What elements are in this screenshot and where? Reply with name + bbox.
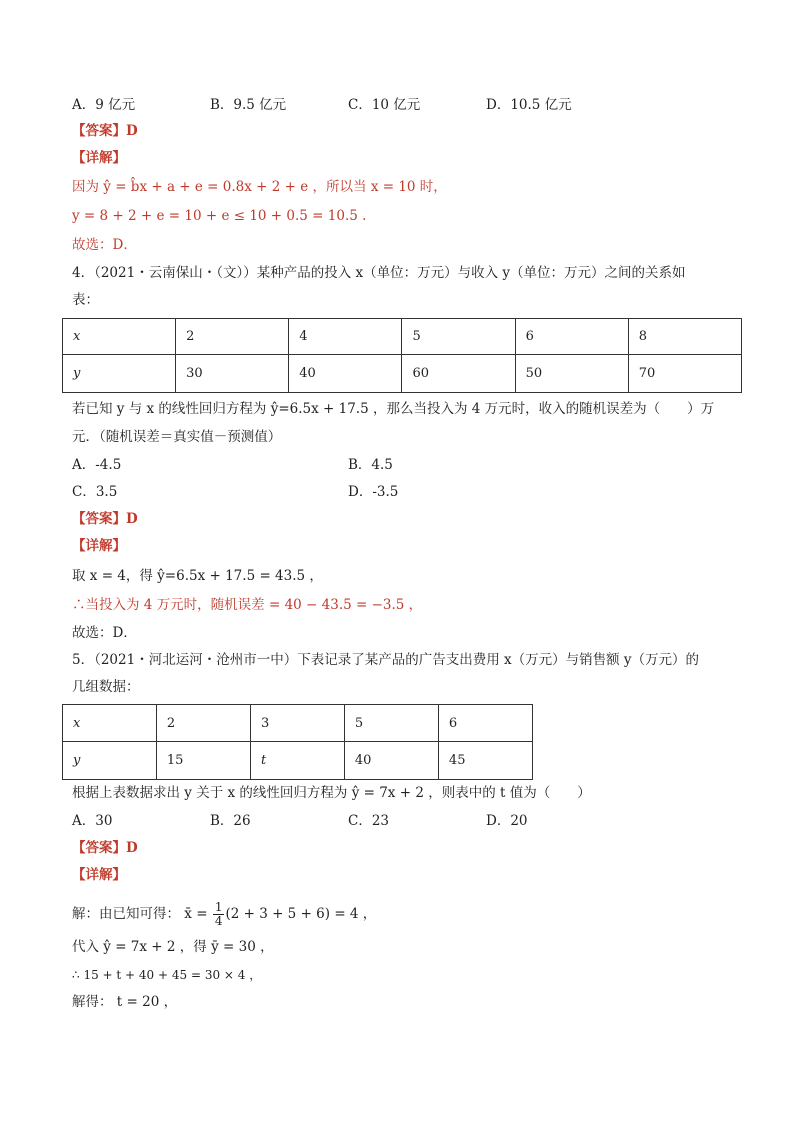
q5-option-d: D．20: [486, 813, 528, 829]
q4-option-b: B．4.5: [348, 457, 393, 473]
q5-stem-line1: 5．（2021・河北运河・沧州市一中）下表记录了某产品的广告支出费用 x（万元）与销售额 y（万元）的: [72, 652, 700, 668]
table-cell: t: [250, 742, 344, 780]
q4-option-d: D．-3.5: [348, 484, 399, 500]
q4-option-c: C．3.5: [72, 484, 118, 500]
table-cell: 40: [289, 355, 402, 393]
table-cell: y: [63, 355, 176, 393]
table-cell: 45: [438, 742, 532, 780]
q5-option-c: C．23: [348, 813, 390, 829]
q3-conclusion: 故选：D．: [72, 237, 137, 253]
q3-option-c: C．10 亿元: [348, 97, 421, 113]
table-cell: 6: [515, 319, 628, 355]
table-cell: 70: [628, 355, 741, 393]
q4-stem-line2: 表：: [72, 292, 99, 308]
q5-solution-suffix: (2 + 3 + 5 + 6) = 4 ，: [225, 906, 377, 922]
table-cell: 6: [438, 705, 532, 742]
q3-option-d: D．10.5 亿元: [486, 97, 572, 113]
q4-data-table: [62, 318, 742, 393]
table-cell: 2: [176, 319, 289, 355]
q3-solution-line2: y = 8 + 2 + e = 10 + e ≤ 10 + 0.5 = 10.5 .: [72, 208, 367, 224]
q5-solution-line4: 解得： t = 20 ，: [72, 994, 178, 1010]
q3-answer: 【答案】D: [72, 123, 138, 139]
table-row: [63, 355, 742, 393]
table-cell: 2: [156, 705, 250, 742]
q4-option-a: A．-4.5: [72, 457, 122, 473]
q5-stem-line2: 几组数据：: [72, 679, 140, 695]
table-cell: 5: [402, 319, 515, 355]
table-cell: 4: [289, 319, 402, 355]
q5-data-table: [62, 704, 533, 780]
table-cell: 30: [176, 355, 289, 393]
q5-answer: 【答案】D: [72, 840, 138, 856]
fraction-one-quarter: [213, 901, 225, 928]
q4-conclusion: 故选：D．: [72, 625, 137, 641]
table-row: [63, 319, 742, 355]
table-row: [63, 705, 533, 742]
table-row: [63, 742, 533, 780]
q4-stem-line1: 4．（2021・云南保山・（文））某种产品的投入 x（单位：万元）与收入 y（单位：万元）之间的关系如: [72, 265, 686, 281]
table-cell: 3: [250, 705, 344, 742]
table-cell: y: [63, 742, 157, 780]
table-cell: 50: [515, 355, 628, 393]
q5-solution-line3: ∴ 15 + t + 40 + 45 = 30 × 4 ，: [72, 968, 262, 982]
q5-detail-label: 【详解】: [72, 867, 126, 883]
fraction-numerator: 1: [214, 900, 223, 914]
q4-solution-line1: 取 x = 4，得 ŷ=6.5x + 17.5 = 43.5 ，: [72, 568, 323, 584]
table-cell: 15: [156, 742, 250, 780]
q5-solution-line1: [72, 900, 376, 928]
table-cell: x: [63, 705, 157, 742]
q3-detail-label: 【详解】: [72, 150, 126, 166]
q5-option-a: A．30: [72, 813, 113, 829]
q3-option-a: A．9 亿元: [72, 97, 136, 113]
q3-solution-line1: 因为 ŷ = b̂x + a + e = 0.8x + 2 + e ，所以当 x = 10 时，: [72, 179, 447, 195]
q5-stem-line3: 根据上表数据求出 y 关于 x 的线性回归方程为 ŷ = 7x + 2 ，则表中的 t 值为（ ）: [72, 785, 591, 801]
q4-solution-line2: ∴当投入为 4 万元时，随机误差 = 40 − 43.5 = −3.5 ，: [72, 597, 423, 613]
table-cell: 60: [402, 355, 515, 393]
q4-stem-line3: 若已知 y 与 x 的线性回归方程为 ŷ=6.5x + 17.5 ，那么当投入为 4 万元时，收入的随机误差为（ ）万: [72, 401, 715, 417]
table-cell: 5: [344, 705, 438, 742]
fraction-denominator: 4: [214, 914, 223, 928]
table-cell: 40: [344, 742, 438, 780]
q3-option-b: B．9.5 亿元: [210, 97, 287, 113]
q4-answer: 【答案】D: [72, 511, 138, 527]
table-cell: 8: [628, 319, 741, 355]
q4-stem-line4: 元．（随机误差＝真实值－预测值）: [72, 429, 282, 445]
q5-solution-line2: 代入 ŷ = 7x + 2 ，得 ȳ = 30 ，: [72, 939, 274, 955]
table-cell: x: [63, 319, 176, 355]
q5-solution-prefix: 解：由已知可得： x̄ =: [72, 906, 212, 922]
q5-option-b: B．26: [210, 813, 251, 829]
q4-detail-label: 【详解】: [72, 538, 126, 554]
